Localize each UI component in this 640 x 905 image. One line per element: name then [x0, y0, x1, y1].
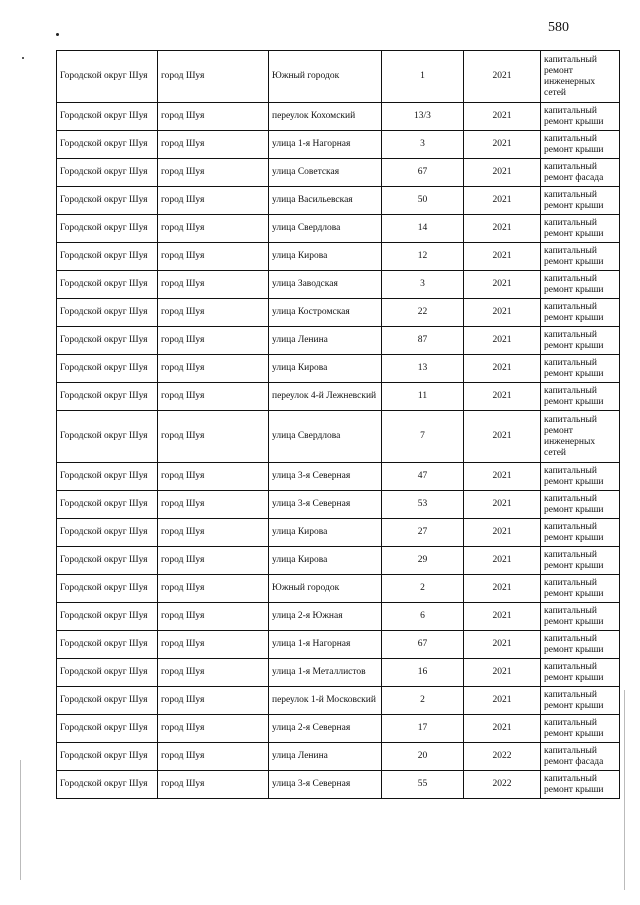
scan-edge-line [20, 760, 21, 880]
year-cell: 2021 [464, 271, 541, 299]
work-type-cell: капитальный ремонт крыши [541, 603, 620, 631]
house-number-cell: 1 [382, 51, 464, 103]
year-cell: 2021 [464, 243, 541, 271]
house-number-cell: 2 [382, 687, 464, 715]
table-row [57, 603, 620, 631]
house-number-cell: 16 [382, 659, 464, 687]
house-number-cell: 3 [382, 271, 464, 299]
city-cell: город Шуя [158, 575, 269, 603]
street-cell: улица Кирова [269, 519, 382, 547]
work-type-cell: капитальный ремонт крыши [541, 659, 620, 687]
street-cell: переулок 1-й Московский [269, 687, 382, 715]
district-cell: Городской округ Шуя [57, 299, 158, 327]
district-cell: Городской округ Шуя [57, 463, 158, 491]
house-number-cell: 47 [382, 463, 464, 491]
district-cell: Городской округ Шуя [57, 771, 158, 799]
work-type-cell: капитальный ремонт крыши [541, 631, 620, 659]
city-cell: город Шуя [158, 103, 269, 131]
scan-edge-line [624, 690, 625, 890]
scan-dot [22, 57, 24, 59]
city-cell: город Шуя [158, 159, 269, 187]
street-cell: Южный городок [269, 51, 382, 103]
table-row [57, 131, 620, 159]
table-row [57, 575, 620, 603]
street-cell: улица 2-я Южная [269, 603, 382, 631]
city-cell: город Шуя [158, 631, 269, 659]
house-number-cell: 53 [382, 491, 464, 519]
house-number-cell: 11 [382, 383, 464, 411]
year-cell: 2021 [464, 519, 541, 547]
street-cell: улица 1-я Нагорная [269, 631, 382, 659]
house-number-cell: 2 [382, 575, 464, 603]
district-cell: Городской округ Шуя [57, 131, 158, 159]
table-row [57, 355, 620, 383]
house-number-cell: 13/3 [382, 103, 464, 131]
house-number-cell: 12 [382, 243, 464, 271]
city-cell: город Шуя [158, 327, 269, 355]
year-cell: 2021 [464, 159, 541, 187]
district-cell: Городской округ Шуя [57, 519, 158, 547]
street-cell: переулок 4-й Лежневский [269, 383, 382, 411]
year-cell: 2021 [464, 603, 541, 631]
work-type-cell: капитальный ремонт крыши [541, 187, 620, 215]
district-cell: Городской округ Шуя [57, 603, 158, 631]
district-cell: Городской округ Шуя [57, 187, 158, 215]
work-type-cell: капитальный ремонт крыши [541, 131, 620, 159]
table-body [57, 51, 620, 799]
city-cell: город Шуя [158, 603, 269, 631]
district-cell: Городской округ Шуя [57, 575, 158, 603]
year-cell: 2021 [464, 383, 541, 411]
work-type-cell: капитальный ремонт фасада [541, 743, 620, 771]
city-cell: город Шуя [158, 743, 269, 771]
year-cell: 2021 [464, 631, 541, 659]
house-number-cell: 7 [382, 411, 464, 463]
house-number-cell: 29 [382, 547, 464, 575]
city-cell: город Шуя [158, 687, 269, 715]
year-cell: 2021 [464, 411, 541, 463]
city-cell: город Шуя [158, 383, 269, 411]
work-type-cell: капитальный ремонт крыши [541, 463, 620, 491]
street-cell: улица Васильевская [269, 187, 382, 215]
year-cell: 2021 [464, 575, 541, 603]
house-number-cell: 87 [382, 327, 464, 355]
street-cell: улица Ленина [269, 327, 382, 355]
table-row [57, 547, 620, 575]
district-cell: Городской округ Шуя [57, 51, 158, 103]
table-row [57, 519, 620, 547]
house-number-cell: 20 [382, 743, 464, 771]
work-type-cell: капитальный ремонт фасада [541, 159, 620, 187]
house-number-cell: 13 [382, 355, 464, 383]
work-type-cell: капитальный ремонт крыши [541, 687, 620, 715]
table-row [57, 659, 620, 687]
house-number-cell: 27 [382, 519, 464, 547]
year-cell: 2021 [464, 215, 541, 243]
house-number-cell: 22 [382, 299, 464, 327]
city-cell: город Шуя [158, 519, 269, 547]
district-cell: Городской округ Шуя [57, 271, 158, 299]
district-cell: Городской округ Шуя [57, 243, 158, 271]
district-cell: Городской округ Шуя [57, 411, 158, 463]
year-cell: 2021 [464, 51, 541, 103]
work-type-cell: капитальный ремонт крыши [541, 383, 620, 411]
city-cell: город Шуя [158, 271, 269, 299]
table-row [57, 715, 620, 743]
street-cell: улица Костромская [269, 299, 382, 327]
street-cell: улица Свердлова [269, 215, 382, 243]
year-cell: 2021 [464, 463, 541, 491]
district-cell: Городской округ Шуя [57, 743, 158, 771]
city-cell: город Шуя [158, 491, 269, 519]
scan-dot [56, 33, 59, 36]
house-number-cell: 17 [382, 715, 464, 743]
street-cell: улица 3-я Северная [269, 463, 382, 491]
city-cell: город Шуя [158, 215, 269, 243]
city-cell: город Шуя [158, 411, 269, 463]
street-cell: улица Советская [269, 159, 382, 187]
table-row [57, 771, 620, 799]
year-cell: 2021 [464, 659, 541, 687]
work-type-cell: капитальный ремонт крыши [541, 575, 620, 603]
district-cell: Городской округ Шуя [57, 631, 158, 659]
table-row [57, 411, 620, 463]
work-type-cell: капитальный ремонт крыши [541, 271, 620, 299]
year-cell: 2022 [464, 771, 541, 799]
street-cell: переулок Кохомский [269, 103, 382, 131]
city-cell: город Шуя [158, 547, 269, 575]
house-number-cell: 50 [382, 187, 464, 215]
street-cell: улица Кирова [269, 355, 382, 383]
house-number-cell: 67 [382, 631, 464, 659]
table-row [57, 243, 620, 271]
year-cell: 2021 [464, 715, 541, 743]
district-cell: Городской округ Шуя [57, 383, 158, 411]
district-cell: Городской округ Шуя [57, 159, 158, 187]
district-cell: Городской округ Шуя [57, 659, 158, 687]
year-cell: 2022 [464, 743, 541, 771]
street-cell: улица 1-я Нагорная [269, 131, 382, 159]
district-cell: Городской округ Шуя [57, 327, 158, 355]
street-cell: улица Свердлова [269, 411, 382, 463]
year-cell: 2021 [464, 355, 541, 383]
year-cell: 2021 [464, 327, 541, 355]
work-type-cell: капитальный ремонт крыши [541, 355, 620, 383]
street-cell: улица 3-я Северная [269, 491, 382, 519]
table-row [57, 51, 620, 103]
table-row [57, 215, 620, 243]
city-cell: город Шуя [158, 299, 269, 327]
work-type-cell: капитальный ремонт крыши [541, 103, 620, 131]
table-row [57, 159, 620, 187]
street-cell: Южный городок [269, 575, 382, 603]
street-cell: улица Заводская [269, 271, 382, 299]
street-cell: улица 1-я Металлистов [269, 659, 382, 687]
city-cell: город Шуя [158, 243, 269, 271]
table-row [57, 491, 620, 519]
work-type-cell: капитальный ремонт крыши [541, 327, 620, 355]
year-cell: 2021 [464, 187, 541, 215]
year-cell: 2021 [464, 491, 541, 519]
table-row [57, 299, 620, 327]
city-cell: город Шуя [158, 463, 269, 491]
page-number: 580 [548, 20, 569, 35]
city-cell: город Шуя [158, 715, 269, 743]
work-type-cell: капитальный ремонт крыши [541, 299, 620, 327]
work-type-cell: капитальный ремонт крыши [541, 547, 620, 575]
house-number-cell: 6 [382, 603, 464, 631]
year-cell: 2021 [464, 131, 541, 159]
table-row [57, 463, 620, 491]
work-type-cell: капитальный ремонт крыши [541, 771, 620, 799]
district-cell: Городской округ Шуя [57, 715, 158, 743]
table-row [57, 327, 620, 355]
district-cell: Городской округ Шуя [57, 355, 158, 383]
year-cell: 2021 [464, 687, 541, 715]
city-cell: город Шуя [158, 355, 269, 383]
district-cell: Городской округ Шуя [57, 491, 158, 519]
district-cell: Городской округ Шуя [57, 547, 158, 575]
district-cell: Городской округ Шуя [57, 215, 158, 243]
year-cell: 2021 [464, 103, 541, 131]
work-type-cell: капитальный ремонт крыши [541, 715, 620, 743]
house-number-cell: 14 [382, 215, 464, 243]
street-cell: улица Ленина [269, 743, 382, 771]
city-cell: город Шуя [158, 131, 269, 159]
table-row [57, 687, 620, 715]
table-row [57, 271, 620, 299]
repair-registry-table [56, 50, 620, 799]
work-type-cell: капитальный ремонт крыши [541, 519, 620, 547]
year-cell: 2021 [464, 299, 541, 327]
city-cell: город Шуя [158, 771, 269, 799]
city-cell: город Шуя [158, 51, 269, 103]
city-cell: город Шуя [158, 187, 269, 215]
work-type-cell: капитальный ремонт крыши [541, 215, 620, 243]
year-cell: 2021 [464, 547, 541, 575]
house-number-cell: 3 [382, 131, 464, 159]
city-cell: город Шуя [158, 659, 269, 687]
table-row [57, 743, 620, 771]
street-cell: улица 2-я Северная [269, 715, 382, 743]
street-cell: улица Кирова [269, 547, 382, 575]
house-number-cell: 67 [382, 159, 464, 187]
district-cell: Городской округ Шуя [57, 103, 158, 131]
work-type-cell: капитальный ремонт крыши [541, 243, 620, 271]
table-row [57, 187, 620, 215]
work-type-cell: капитальный ремонт инженерных сетей [541, 51, 620, 103]
street-cell: улица Кирова [269, 243, 382, 271]
house-number-cell: 55 [382, 771, 464, 799]
table-row [57, 631, 620, 659]
table-row [57, 103, 620, 131]
table-row [57, 383, 620, 411]
work-type-cell: капитальный ремонт инженерных сетей [541, 411, 620, 463]
work-type-cell: капитальный ремонт крыши [541, 491, 620, 519]
district-cell: Городской округ Шуя [57, 687, 158, 715]
street-cell: улица 3-я Северная [269, 771, 382, 799]
